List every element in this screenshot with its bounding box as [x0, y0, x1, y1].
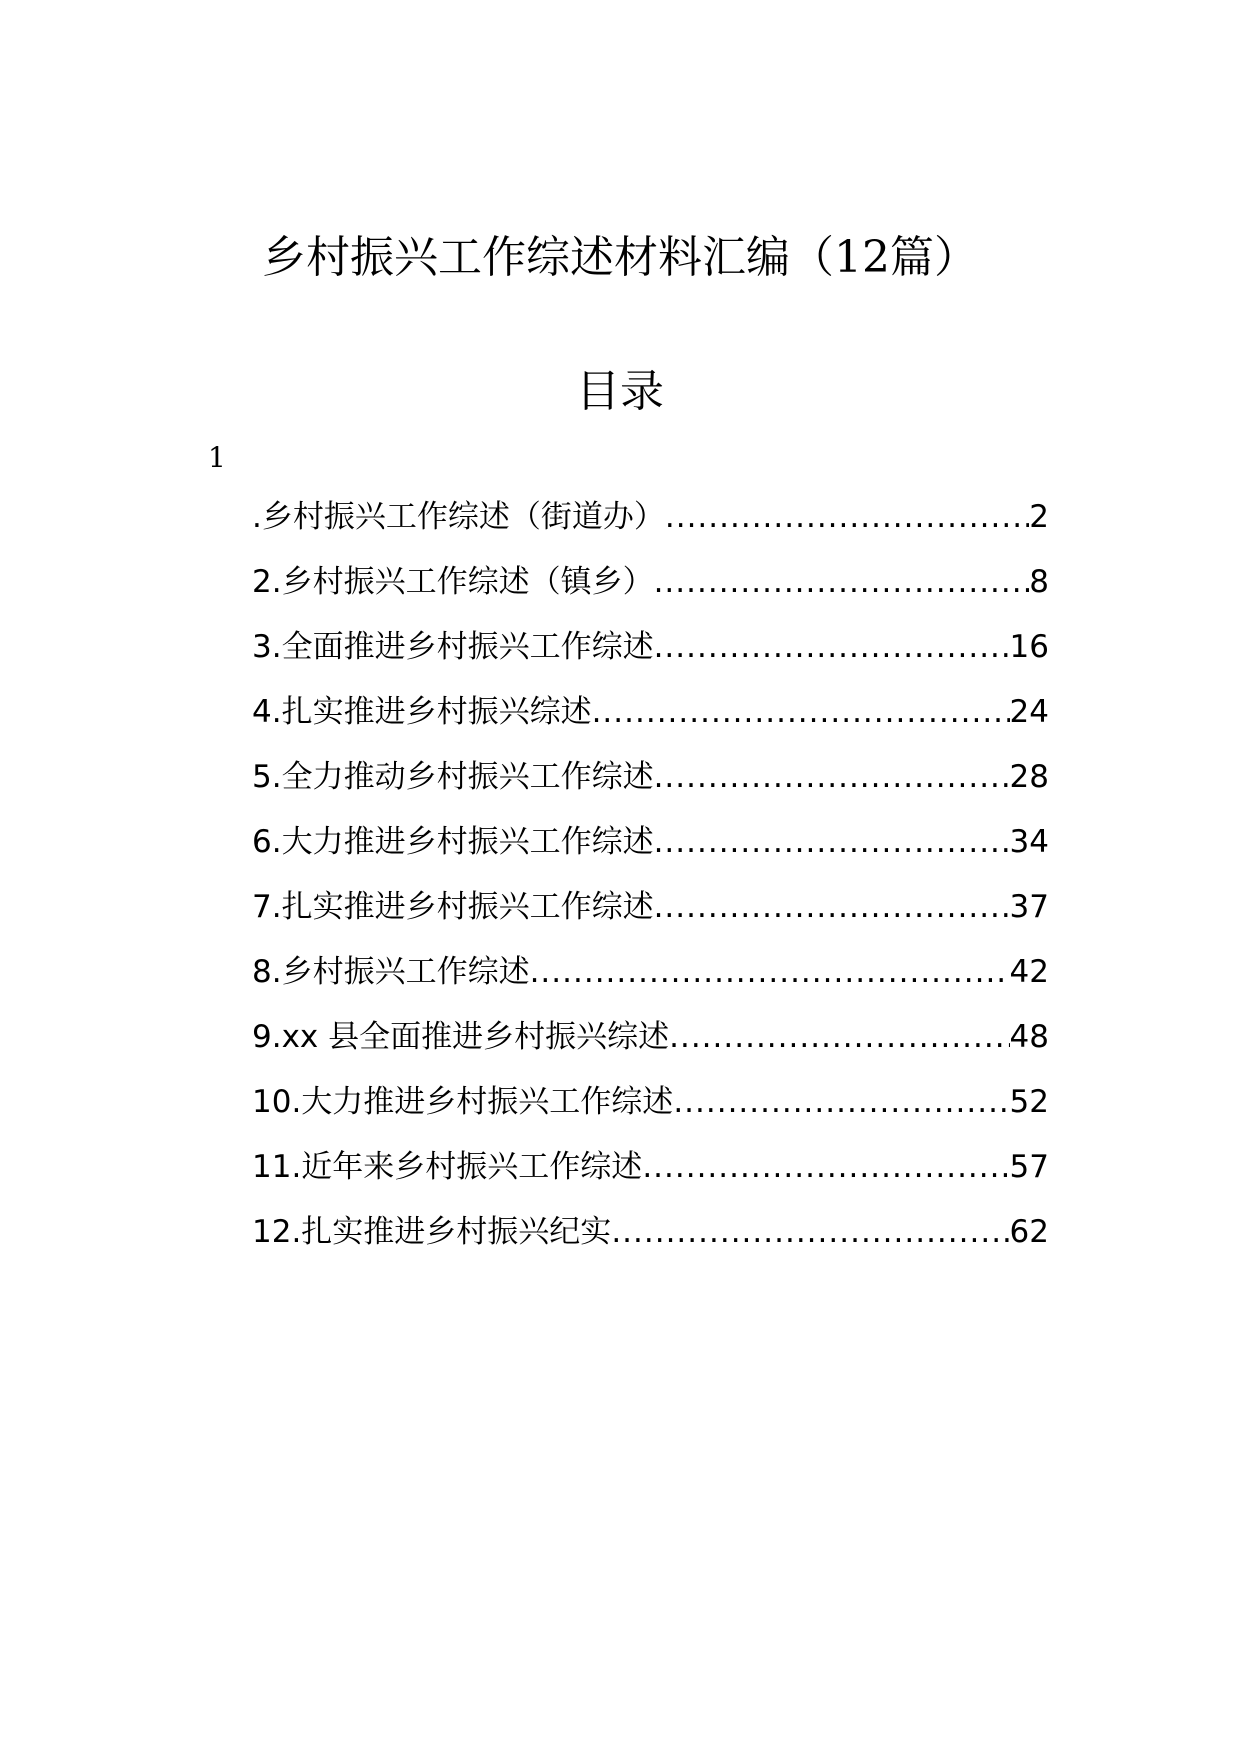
toc-heading: 目录	[576, 366, 664, 417]
toc-entry-title: 8.乡村振兴工作综述	[252, 954, 530, 990]
toc-entry-page: 24	[1009, 694, 1049, 730]
toc-entry[interactable]	[252, 1015, 1049, 1080]
toc-leader-dots	[673, 1080, 1009, 1124]
toc-leader-dots	[654, 820, 1010, 864]
toc-entry[interactable]	[252, 820, 1049, 885]
toc-leader-dots	[611, 1210, 1009, 1254]
toc-entry-page: 2	[1029, 499, 1049, 535]
toc-entry-title: 11.近年来乡村振兴工作综述	[252, 1149, 643, 1185]
toc-leader-dots	[654, 560, 1030, 604]
toc-list	[252, 495, 1049, 1275]
toc-entry-title: 2.乡村振兴工作综述（镇乡）	[252, 564, 654, 600]
toc-entry-title: .乡村振兴工作综述（街道办）	[252, 499, 665, 535]
toc-leader-dots	[669, 1015, 1009, 1059]
toc-entry-page: 48	[1009, 1019, 1049, 1055]
toc-entry[interactable]	[252, 755, 1049, 820]
toc-entry-page: 62	[1009, 1214, 1049, 1250]
document-title-tail: 篇）	[890, 232, 978, 283]
toc-entry-title: 3.全面推进乡村振兴工作综述	[252, 629, 654, 665]
toc-entry[interactable]	[252, 495, 1049, 560]
document-title-count: 12	[834, 232, 890, 283]
toc-entry-page: 42	[1009, 954, 1049, 990]
toc-entry-title: 9.xx 县全面推进乡村振兴综述	[252, 1019, 670, 1055]
toc-entry-page: 8	[1029, 564, 1049, 600]
toc-entry[interactable]	[252, 885, 1049, 950]
toc-entry-title: 10.大力推进乡村振兴工作综述	[252, 1084, 674, 1120]
toc-leader-dots	[642, 1145, 1009, 1189]
document-title-main: 乡村振兴工作综述材料汇编（	[262, 232, 834, 283]
toc-entry-page: 34	[1009, 824, 1049, 860]
toc-entry-page: 16	[1009, 629, 1049, 665]
toc-entry[interactable]	[252, 625, 1049, 690]
document-title	[0, 228, 1240, 288]
toc-entry[interactable]	[252, 1145, 1049, 1210]
toc-entry[interactable]	[252, 690, 1049, 755]
toc-entry[interactable]	[252, 1080, 1049, 1145]
toc-entry-title: 7.扎实推进乡村振兴工作综述	[252, 889, 654, 925]
toc-entry-title: 6.大力推进乡村振兴工作综述	[252, 824, 654, 860]
toc-leader-dots	[654, 625, 1010, 669]
stray-page-number: 1	[208, 441, 226, 474]
toc-leader-dots	[654, 755, 1010, 799]
toc-entry-title: 12.扎实推进乡村振兴纪实	[252, 1214, 612, 1250]
toc-entry-page: 37	[1009, 889, 1049, 925]
toc-entry-page: 52	[1009, 1084, 1049, 1120]
toc-leader-dots	[665, 495, 1029, 539]
toc-leader-dots	[530, 950, 1010, 994]
toc-entry-page: 28	[1009, 759, 1049, 795]
toc-leader-dots	[654, 885, 1010, 929]
toc-entry[interactable]	[252, 560, 1049, 625]
toc-entry-title: 4.扎实推进乡村振兴综述	[252, 694, 592, 730]
toc-entry-page: 57	[1009, 1149, 1049, 1185]
toc-leader-dots	[592, 690, 1010, 734]
toc-entry[interactable]	[252, 1210, 1049, 1275]
toc-entry[interactable]	[252, 950, 1049, 1015]
toc-entry-title: 5.全力推动乡村振兴工作综述	[252, 759, 654, 795]
